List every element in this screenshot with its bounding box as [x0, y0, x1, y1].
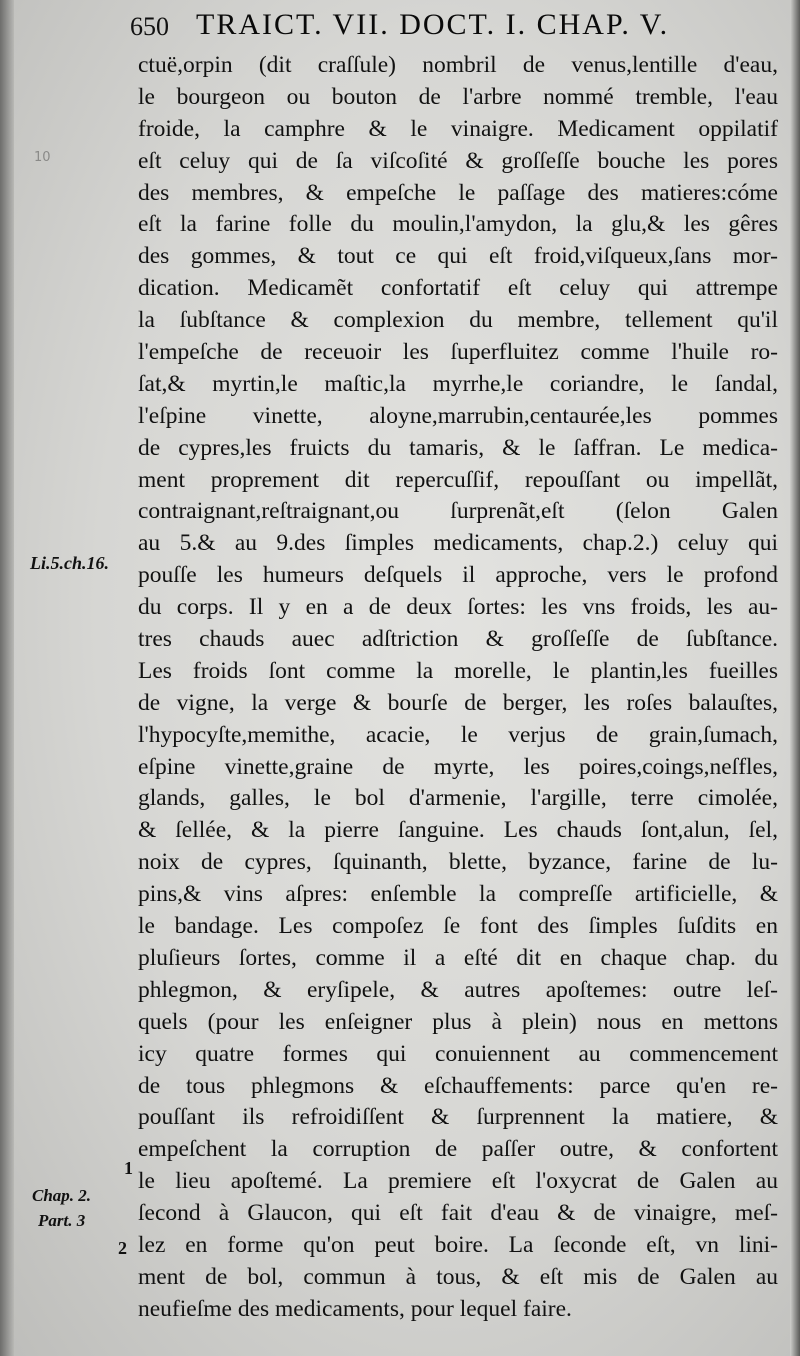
- text-line: de vigne, la verge & bourſe de berger, les roſes balauſtes,: [138, 689, 778, 716]
- body-text: [138, 50, 778, 1326]
- text-line: eſt la farine folle du moulin,l'amydon, la glu,& les gêres: [138, 211, 778, 238]
- text-line: pouſſe les humeurs deſquels il approche, vers le profond: [138, 562, 778, 589]
- margin-numeral-1: 1: [124, 1158, 133, 1178]
- text-line: de tous phlegmons & eſchauffements: parce qu'en re-: [138, 1072, 778, 1099]
- page-gutter-shadow: [0, 0, 14, 1356]
- text-line: eſpine vinette,graine de myrte, les poires,coings,neſfles,: [138, 753, 778, 780]
- margin-numeral-2: 2: [118, 1238, 127, 1258]
- text-line: ctuë,orpin (dit craſſule) nombril de venus,lentille d'eau,: [138, 52, 778, 78]
- text-line: ſat,& myrtin,le maſtic,la myrrhe,le coriandre, le ſandal,: [138, 370, 778, 397]
- margin-note-reference: Li.5.ch.16.: [30, 553, 109, 573]
- page-edge-shadow: [790, 0, 800, 1356]
- text-line: neufieſme des medicaments, pour lequel faire.: [138, 1295, 572, 1322]
- page-number: 650: [130, 12, 169, 41]
- margin-note-chapter: Chap. 2.: [32, 1186, 92, 1205]
- text-line: quels (pour les enſeigner plus à plein) nous en mettons: [138, 1008, 778, 1035]
- text-line: & ſellée, & la pierre ſanguine. Les chauds ſont,alun, ſel,: [138, 817, 778, 844]
- running-head: TRAICT. VII. DOCT. I. CHAP. V.: [196, 8, 670, 41]
- text-line: pouſſant ils refroidiſſent & ſurprennent la matiere, &: [138, 1104, 778, 1131]
- text-line: phlegmon, & eryſipele, & autres apoſtemes: outre leſ-: [138, 976, 778, 1003]
- text-line: le bourgeon ou bouton de l'arbre nommé tremble, l'eau: [138, 83, 778, 110]
- text-line: icy quatre formes qui conuiennent au commencement: [138, 1040, 778, 1067]
- text-line: de cypres,les fruicts du tamaris, & le ſaffran. Le medica-: [138, 434, 778, 461]
- text-line: des membres, & empeſche le paſſage des matieres:cóme: [138, 179, 778, 206]
- text-line: l'eſpine vinette, aloyne,marrubin,centaurée,les pommes: [138, 402, 778, 429]
- text-line: tres chauds auec adſtriction & groſſeſſe de ſubſtance.: [138, 626, 778, 653]
- text-line: ment proprement dit repercuſſif, repouſſant ou impellãt,: [138, 466, 778, 493]
- text-line: pluſieurs ſortes, comme il a eſté dit en chaque chap. du: [138, 944, 778, 971]
- text-line: eſt celuy qui de ſa viſcoſité & groſſeſſe bouche les pores: [138, 147, 778, 174]
- text-line: le bandage. Les compoſez ſe font des ſimples ſuſdits en: [138, 913, 778, 940]
- text-line: lez en forme qu'on peut boire. La ſeconde eſt, vn lini-: [138, 1231, 778, 1258]
- text-line: pins,& vins aſpres: enſemble la compreſſe artificielle, &: [138, 881, 778, 908]
- text-line: la ſubſtance & complexion du membre, tellement qu'il: [138, 307, 778, 334]
- text-line: du corps. Il y en a de deux ſortes: les vns froids, les au-: [138, 594, 778, 621]
- text-line: au 5.& au 9.des ſimples medicaments, chap.2.) celuy qui: [138, 530, 778, 557]
- text-line: glands, galles, le bol d'armenie, l'argille, terre cimolée,: [138, 785, 778, 812]
- text-line: ſecond à Glaucon, qui eſt fait d'eau & de vinaigre, meſ-: [138, 1200, 778, 1227]
- text-line: des gommes, & tout ce qui eſt froid,viſqueux,ſans mor-: [138, 243, 778, 270]
- text-line: ment de bol, commun à tous, & eſt mis de Galen au: [138, 1263, 778, 1290]
- text-line: le lieu apoſtemé. La premiere eſt l'oxycrat de Galen au: [138, 1168, 778, 1195]
- text-line: Les froids ſont comme la morelle, le plantin,les fueilles: [138, 657, 778, 684]
- text-line: noix de cypres, ſquinanth, blette, byzance, farine de lu-: [138, 849, 778, 876]
- margin-note-part: Part. 3: [38, 1211, 86, 1230]
- text-line: contraignant,reſtraignant,ou ſurprenãt,eſt (ſelon Galen: [138, 498, 778, 525]
- text-line: dication. Medicamẽt confortatif eſt celuy qui attrempe: [138, 275, 778, 302]
- text-line: l'hypocyſte,memithe, acacie, le verjus de grain,ſumach,: [138, 721, 778, 748]
- pencil-annotation: 10: [34, 150, 51, 165]
- text-line: empeſchent la corruption de paſſer outre, & confortent: [138, 1136, 778, 1163]
- text-line: froide, la camphre & le vinaigre. Medicament oppilatif: [138, 115, 778, 142]
- text-line: l'empeſche de receuoir les ſuperfluitez comme l'huile ro-: [138, 339, 778, 366]
